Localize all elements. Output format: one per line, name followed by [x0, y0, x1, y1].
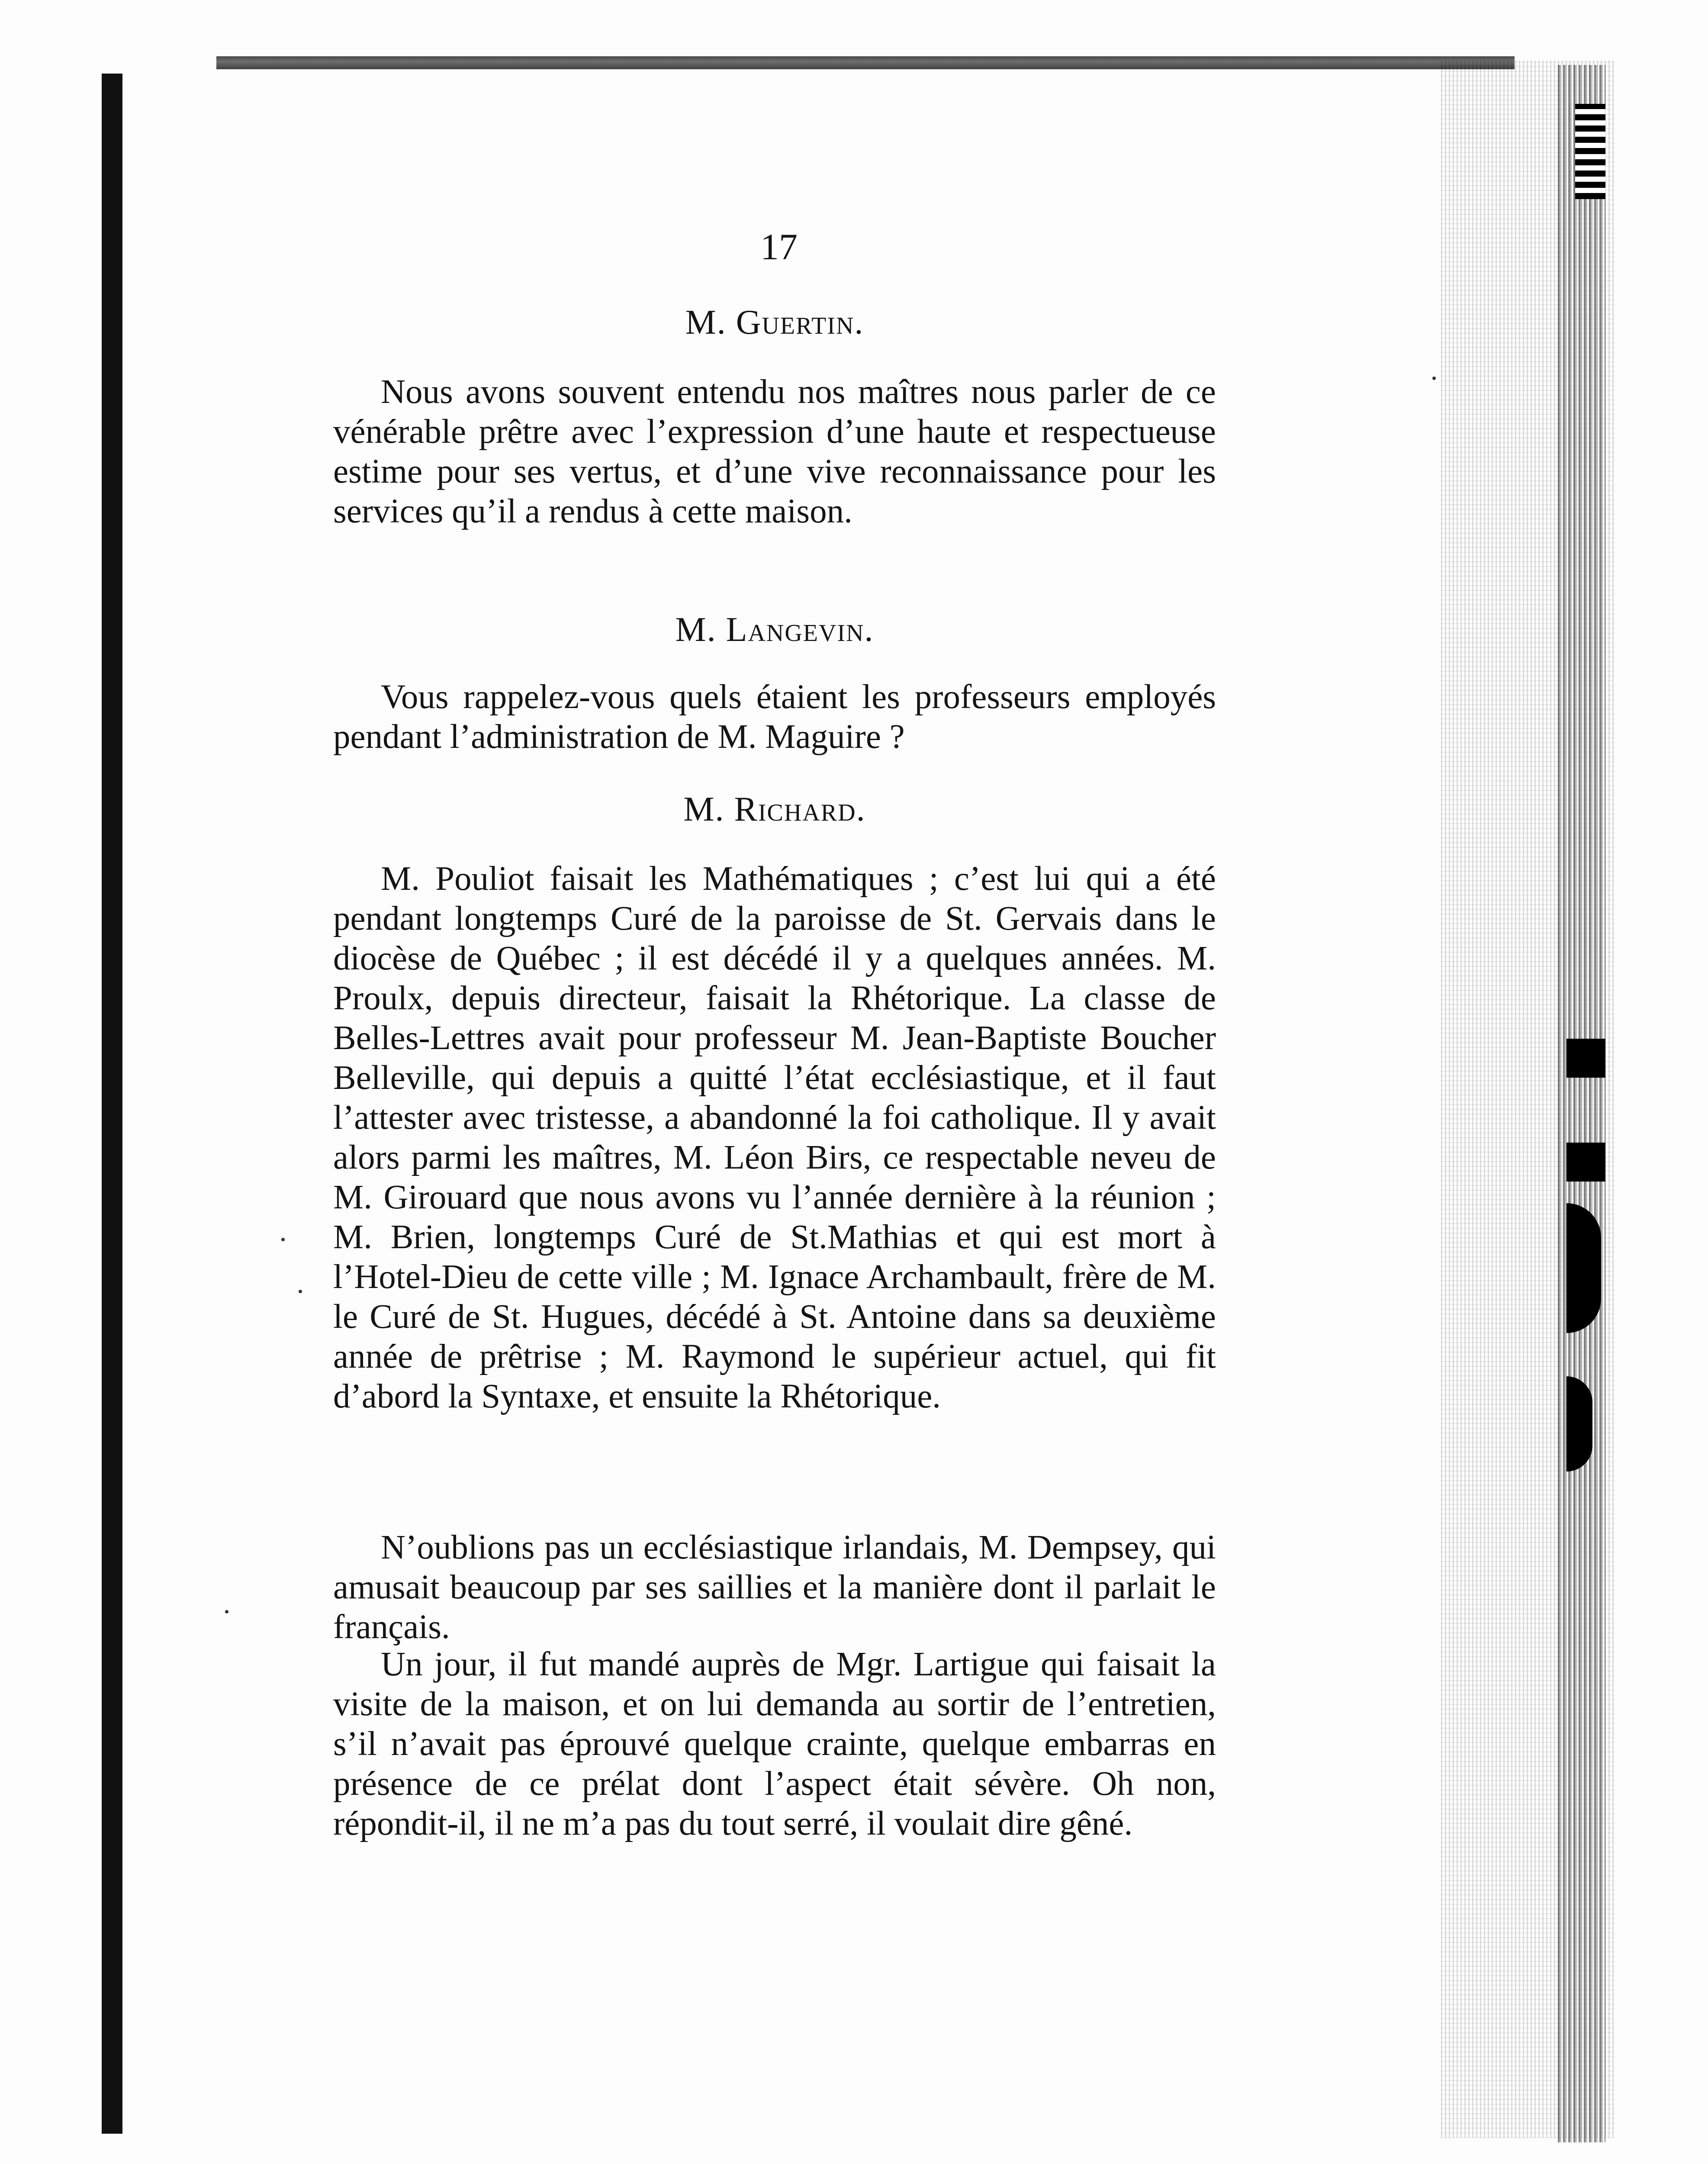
speck [225, 1610, 228, 1613]
edge-mark [1566, 1203, 1601, 1333]
edge-mark [1575, 104, 1605, 199]
edge-mark [1566, 1143, 1605, 1182]
page-edge-stripes [1558, 65, 1605, 2142]
paragraph: Un jour, il fut mandé auprès de Mgr. Lartigue qui faisait la visite de la maison, et on lui demanda au sortir de l’entretien, s’il n’avait pas éprouvé quelque crainte, quelque embarras en présence de ce prélat dont l’aspect était sévère. Oh non, répondit-il, il ne m’a pas du tout serré, il voulait dire gêné. [333, 1646, 1216, 1842]
paragraph: N’oublions pas un ecclésiastique irlandais, M. Dempsey, qui amusait beaucoup par ses saillies et la manière dont il parlait le français. [333, 1529, 1216, 1646]
paragraph: Nous avons souvent entendu nos maîtres nous parler de ce vénérable prêtre avec l’expression d’une haute et respectueuse estime pour ses vertus, et d’une vive reconnaissance pour les services qu’il a rendus à cette maison. [333, 373, 1216, 530]
binding-edge [102, 74, 122, 2134]
top-rule [216, 56, 1515, 69]
speck [1432, 377, 1436, 380]
speaker-heading: M. Richard. [683, 790, 866, 828]
speaker-heading: M. Guertin. [685, 303, 864, 341]
speaker-heading: M. Langevin. [675, 611, 874, 649]
speck [299, 1290, 302, 1293]
page-number: 17 [760, 226, 798, 267]
speck [281, 1238, 285, 1241]
paragraph: M. Pouliot faisait les Mathématiques ; c’est lui qui a été pendant longtemps Curé de la paroisse de St. Gervais dans le diocèse de Québec ; il est décédé il y a quelques années. M. Proulx, depuis directeur, faisait la Rhétorique. La classe de Belles-Lettres avait pour professeur M. Jean-Baptiste Boucher Belleville, qui depuis a quitté l’état ecclésiastique, et il faut l’attester avec tristesse, a abandonné la foi catholique. Il y avait alors parmi les maîtres, M. Léon Birs, ce respectable neveu de M. Girouard que nous avons vu l’année dernière à la réunion ; M. Brien, longtemps Curé de St.Mathias et qui est mort à l’Hotel-Dieu de cette ville ; M. Ignace Archambault, frère de M. le Curé de St. Hugues, décédé à St. Antoine dans sa deuxième année de prêtrise ; M. Raymond le supérieur actuel, qui fit d’abord la Syntaxe, et ensuite la Rhétorique. [333, 860, 1216, 1415]
paragraph: Vous rappelez-vous quels étaient les professeurs employés pendant l’administration de M. Maguire ? [333, 678, 1216, 756]
edge-mark [1566, 1376, 1592, 1472]
edge-mark [1566, 1039, 1605, 1078]
